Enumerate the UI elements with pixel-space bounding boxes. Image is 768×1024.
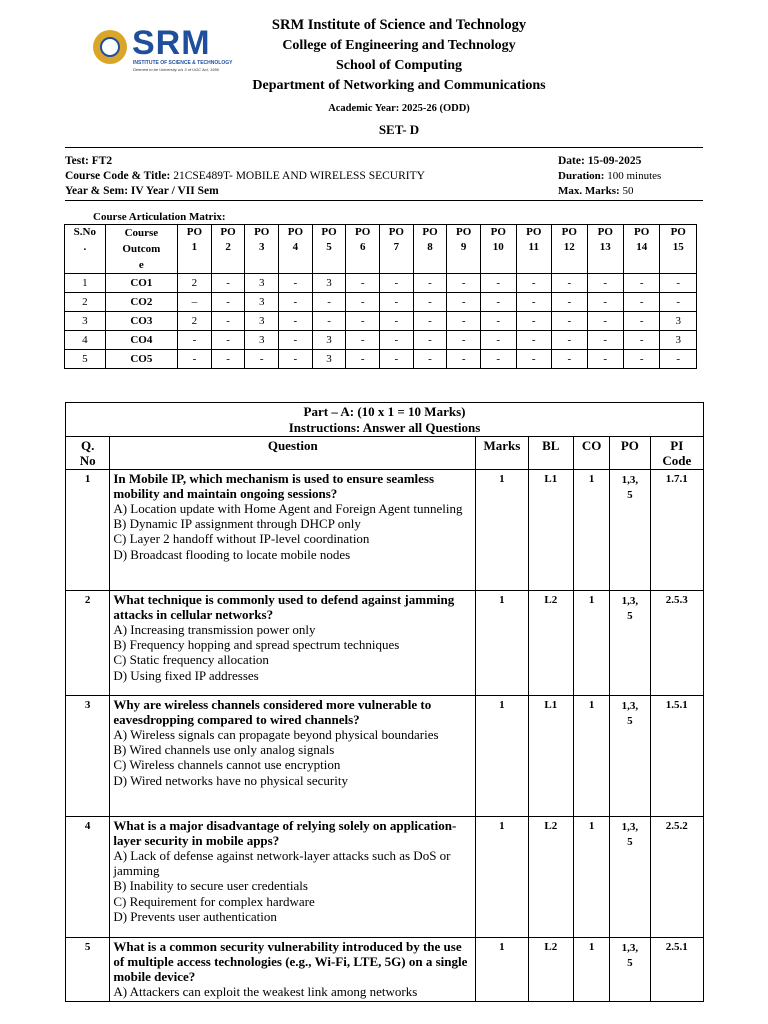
cam-cell: - (480, 350, 516, 369)
cam-cell: - (587, 274, 623, 293)
question-cell (110, 591, 476, 696)
document-header (0, 0, 768, 150)
cam-cell: - (587, 312, 623, 331)
cam-cell: - (413, 312, 447, 331)
cam-co: CO5 (105, 350, 177, 369)
cam-cell: - (623, 312, 659, 331)
cam-cell: - (480, 331, 516, 350)
col-marks: Marks (476, 437, 528, 470)
question-bl: L1 (528, 470, 573, 591)
cam-head-po13: PO 13 (587, 225, 623, 274)
cam-head-po14: PO 14 (623, 225, 659, 274)
cam-cell: - (587, 293, 623, 312)
question-row (66, 696, 704, 817)
cam-head-po4: PO 4 (279, 225, 313, 274)
question-pi: 2.5.3 (650, 591, 703, 696)
cam-head-po10: PO 10 (480, 225, 516, 274)
cam-cell: - (380, 312, 414, 331)
cam-cell: - (623, 274, 659, 293)
question-number: 5 (66, 938, 110, 1002)
col-qno: Q. No (66, 437, 110, 470)
question-cell (110, 817, 476, 938)
school-name: School of Computing (335, 58, 463, 73)
cam-cell: - (211, 274, 245, 293)
cam-sno: 1 (65, 274, 106, 293)
cam-cell: - (279, 331, 313, 350)
set-label: SET- D (378, 122, 420, 137)
cam-cell: - (380, 350, 414, 369)
cam-title: Course Articulation Matrix: (93, 211, 226, 223)
cam-cell: - (516, 331, 552, 350)
academic-year: Academic Year: 2025-26 (ODD) (328, 103, 470, 114)
logo-tagline: INSTITUTE OF SCIENCE & TECHNOLOGY (133, 60, 233, 66)
cam-cell: - (413, 350, 447, 369)
question-text: What is a common security vulnerability introduced by the use of multiple access technologies (e.g., Wi-Fi, LTE, 5G) on a single mobile device? (113, 939, 468, 984)
header-divider (65, 147, 703, 148)
cam-cell: - (312, 293, 346, 312)
cam-cell: 3 (312, 350, 346, 369)
question-number: 4 (66, 817, 110, 938)
part-a-title: Part – A: (10 x 1 = 10 Marks) (303, 404, 466, 419)
answer-option: D) Prevents user authentication (113, 908, 277, 924)
col-co: CO (573, 437, 609, 470)
col-bl: BL (528, 437, 573, 470)
answer-option: A) Increasing transmission power only (113, 622, 316, 637)
cam-cell: - (447, 312, 481, 331)
cam-cell: - (178, 350, 212, 369)
cam-cell: 2 (178, 274, 212, 293)
date-info: Date: 15-09-2025 (558, 155, 642, 167)
answer-option: C) Wireless channels cannot use encryption (113, 757, 341, 773)
question-marks: 1 (476, 591, 528, 696)
cam-cell: - (552, 274, 588, 293)
cam-cell: - (623, 331, 659, 350)
cam-head-po1: PO 1 (178, 225, 212, 274)
cam-cell: 3 (660, 312, 697, 331)
cam-cell: - (552, 331, 588, 350)
question-text: Why are wireless channels considered more vulnerable to eavesdropping compared to wired channels? (113, 697, 432, 727)
answer-option: B) Inability to secure user credentials (113, 878, 308, 894)
cam-cell: - (660, 274, 697, 293)
cam-cell: - (413, 293, 447, 312)
cam-cell: 3 (245, 293, 279, 312)
question-bl: L2 (528, 938, 573, 1002)
question-co: 1 (573, 696, 609, 817)
cam-cell: - (660, 350, 697, 369)
cam-cell: 3 (245, 274, 279, 293)
cam-cell: - (660, 293, 697, 312)
cam-head-co: Course Outcom e (105, 225, 177, 274)
question-pi: 2.5.1 (650, 938, 703, 1002)
course-articulation-matrix (64, 224, 697, 369)
part-a-table (65, 402, 704, 1002)
cam-sno: 4 (65, 331, 106, 350)
cam-cell: - (480, 293, 516, 312)
answer-option: D) Wired networks have no physical security (113, 772, 348, 788)
max-marks-info: Max. Marks: 50 (558, 185, 634, 197)
institute-name: SRM Institute of Science and Technology (271, 17, 527, 33)
answer-option: A) Lack of defense against network-layer attacks such as DoS or jamming (113, 848, 451, 879)
cam-row (65, 293, 697, 312)
cam-cell: - (380, 293, 414, 312)
cam-cell: 3 (312, 274, 346, 293)
question-number: 2 (66, 591, 110, 696)
cam-co: CO2 (105, 293, 177, 312)
cam-cell: - (480, 312, 516, 331)
question-po: 1,3, 5 (610, 470, 650, 591)
cam-cell: - (346, 350, 380, 369)
cam-head-po15: PO 15 (660, 225, 697, 274)
cam-cell: - (447, 350, 481, 369)
cam-header-row (65, 225, 697, 274)
cam-cell: - (211, 331, 245, 350)
logo-text: SRM (132, 24, 211, 62)
cam-cell: - (447, 274, 481, 293)
question-marks: 1 (476, 817, 528, 938)
cam-cell: - (552, 350, 588, 369)
logo-subtagline: Deemed to be University u/s 3 of UGC Act, 1956 (133, 67, 219, 72)
question-co: 1 (573, 591, 609, 696)
cam-head-po2: PO 2 (211, 225, 245, 274)
question-row (66, 591, 704, 696)
question-number: 1 (66, 470, 110, 591)
question-row (66, 470, 704, 591)
cam-cell: - (211, 293, 245, 312)
part-a-header-row (66, 437, 704, 470)
answer-option: D) Broadcast flooding to locate mobile nodes (113, 546, 351, 562)
cam-sno: 5 (65, 350, 106, 369)
col-question: Question (110, 437, 476, 470)
answer-option: A) Attackers can exploit the weakest link among networks (113, 984, 418, 999)
part-a-heading (66, 403, 704, 437)
question-bl: L1 (528, 696, 573, 817)
cam-cell: 3 (245, 331, 279, 350)
question-pi: 2.5.2 (650, 817, 703, 938)
question-co: 1 (573, 817, 609, 938)
cam-cell: - (211, 312, 245, 331)
cam-co: CO3 (105, 312, 177, 331)
cam-row (65, 331, 697, 350)
question-cell (110, 938, 476, 1002)
cam-cell: - (279, 274, 313, 293)
cam-cell: - (552, 293, 588, 312)
cam-cell: - (380, 274, 414, 293)
question-po: 1,3, 5 (610, 696, 650, 817)
cam-cell: - (516, 312, 552, 331)
cam-cell: - (346, 312, 380, 331)
cam-row (65, 350, 697, 369)
col-pi: PI Code (650, 437, 703, 470)
question-number: 3 (66, 696, 110, 817)
answer-option: D) Using fixed IP addresses (113, 667, 259, 683)
question-bl: L2 (528, 591, 573, 696)
cam-cell: - (245, 350, 279, 369)
answer-option: A) Location update with Home Agent and Foreign Agent tunneling (113, 501, 463, 516)
cam-cell: - (380, 331, 414, 350)
cam-cell: - (178, 331, 212, 350)
cam-cell: - (413, 274, 447, 293)
answer-option: A) Wireless signals can propagate beyond physical boundaries (113, 727, 439, 742)
question-pi: 1.5.1 (650, 696, 703, 817)
cam-cell: - (346, 293, 380, 312)
cam-cell: - (413, 331, 447, 350)
duration-info: Duration: 100 minutes (558, 170, 662, 182)
cam-cell: - (279, 293, 313, 312)
question-pi: 1.7.1 (650, 470, 703, 591)
answer-option: B) Frequency hopping and spread spectrum techniques (113, 637, 400, 653)
cam-cell: - (623, 350, 659, 369)
cam-cell: - (480, 274, 516, 293)
cam-cell: - (552, 312, 588, 331)
cam-row (65, 312, 697, 331)
cam-cell: - (447, 331, 481, 350)
question-row (66, 817, 704, 938)
question-po: 1,3, 5 (610, 591, 650, 696)
cam-head-po11: PO 11 (516, 225, 552, 274)
question-cell (110, 470, 476, 591)
cam-cell: 3 (660, 331, 697, 350)
answer-option: C) Layer 2 handoff without IP-level coordination (113, 531, 370, 547)
cam-cell: 3 (312, 331, 346, 350)
cam-cell: 2 (178, 312, 212, 331)
answer-option: B) Dynamic IP assignment through DHCP only (113, 516, 361, 532)
course-info: Course Code & Title: 21CSE489T- MOBILE AND WIRELESS SECURITY (65, 170, 425, 182)
question-text: What technique is commonly used to defend against jamming attacks in cellular networks? (113, 592, 455, 622)
answer-option: C) Static frequency allocation (113, 652, 269, 668)
question-cell (110, 696, 476, 817)
year-sem-info: Year & Sem: IV Year / VII Sem (65, 185, 219, 197)
cam-cell: - (587, 331, 623, 350)
cam-head-po6: PO 6 (346, 225, 380, 274)
part-a-instructions: Instructions: Answer all Questions (288, 420, 481, 435)
cam-co: CO4 (105, 331, 177, 350)
cam-cell: - (447, 293, 481, 312)
cam-cell: - (587, 350, 623, 369)
answer-option: B) Wired channels use only analog signals (113, 742, 335, 758)
cam-cell: – (178, 293, 212, 312)
cam-sno: 2 (65, 293, 106, 312)
cam-head-po9: PO 9 (447, 225, 481, 274)
cam-cell: 3 (245, 312, 279, 331)
cam-cell: - (346, 331, 380, 350)
question-bl: L2 (528, 817, 573, 938)
question-po: 1,3, 5 (610, 938, 650, 1002)
cam-sno: 3 (65, 312, 106, 331)
cam-head-po5: PO 5 (312, 225, 346, 274)
cam-co: CO1 (105, 274, 177, 293)
cam-cell: - (279, 350, 313, 369)
question-co: 1 (573, 470, 609, 591)
cam-cell: - (279, 312, 313, 331)
cam-cell: - (516, 274, 552, 293)
question-co: 1 (573, 938, 609, 1002)
question-row (66, 938, 704, 1002)
cam-cell: - (312, 312, 346, 331)
question-marks: 1 (476, 938, 528, 1002)
meta-divider (65, 200, 703, 201)
department-name: Department of Networking and Communications (252, 78, 546, 93)
cam-cell: - (516, 350, 552, 369)
cam-row (65, 274, 697, 293)
question-marks: 1 (476, 470, 528, 591)
test-info: Test: FT2 (65, 155, 113, 167)
cam-cell: - (346, 274, 380, 293)
col-po: PO (610, 437, 650, 470)
cam-cell: - (211, 350, 245, 369)
cam-head-po7: PO 7 (380, 225, 414, 274)
question-text: What is a major disadvantage of relying solely on application-layer security in mobile apps? (113, 818, 457, 848)
question-marks: 1 (476, 696, 528, 817)
college-name: College of Engineering and Technology (282, 38, 516, 53)
question-text: In Mobile IP, which mechanism is used to ensure seamless mobility and maintain ongoing sessions? (113, 471, 435, 501)
answer-option: C) Requirement for complex hardware (113, 893, 315, 909)
cam-head-po12: PO 12 (552, 225, 588, 274)
cam-head-po8: PO 8 (413, 225, 447, 274)
question-po: 1,3, 5 (610, 817, 650, 938)
cam-cell: - (623, 293, 659, 312)
cam-head-sno: S.No . (65, 225, 106, 274)
cam-cell: - (516, 293, 552, 312)
cam-head-po3: PO 3 (245, 225, 279, 274)
